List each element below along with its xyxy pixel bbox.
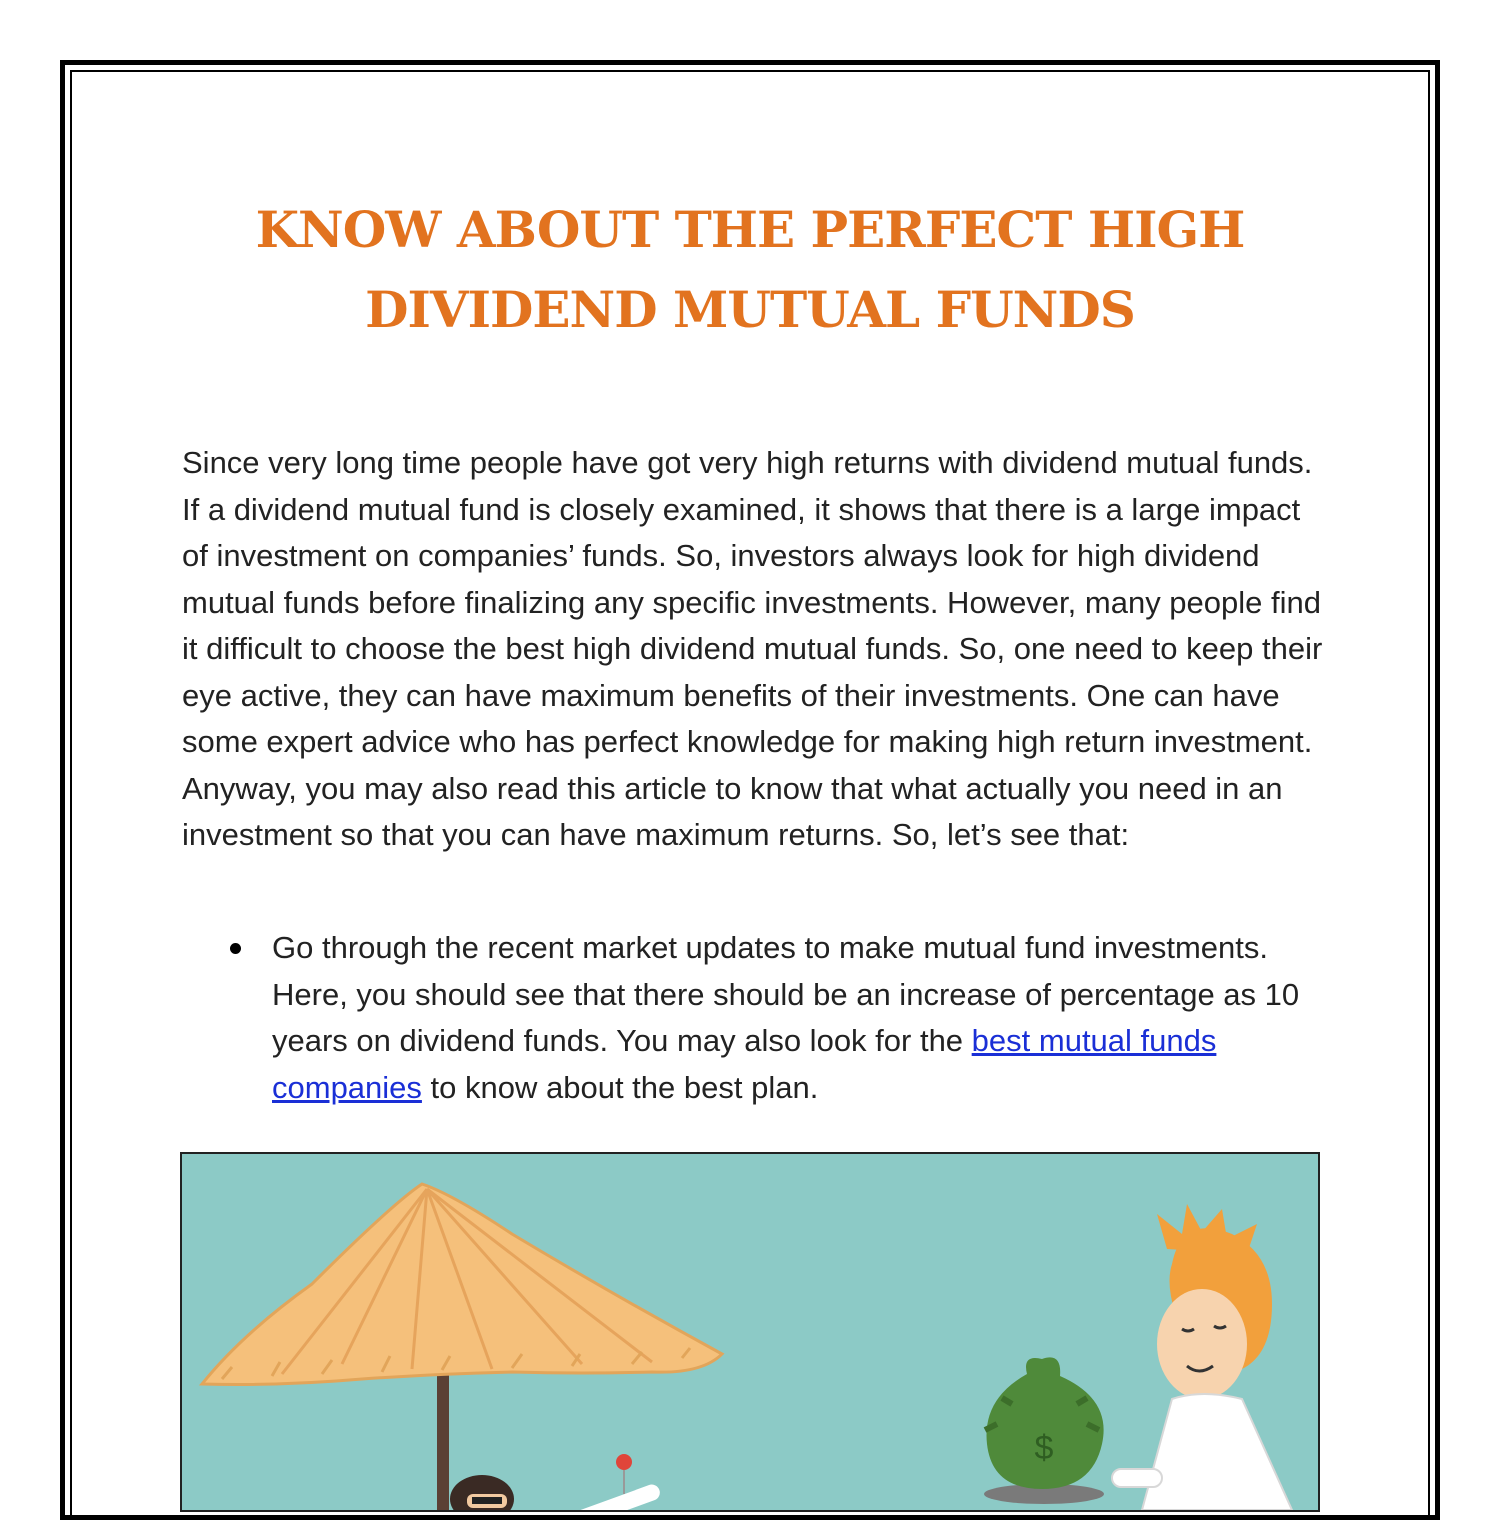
illustration-image xyxy=(180,1152,1320,1512)
bullet-icon xyxy=(230,943,241,954)
intro-paragraph: Since very long time people have got very high returns with dividend mutual funds. If a dividend mutual fund is closely examined, it shows that there is a large impact of investment on companies’ funds. So, investors always look for high dividend mutual funds before finalizing any specific investments. However, many people find it difficult to choose the best high dividend mutual funds. So, one need to keep their eye active, they can have maximum benefits of their investments. One can have some expert advice who has perfect knowledge for making high return investment. Anyway, you may also read this article to know that what actually you need in an investment so that you can have maximum returns. So, let’s see that: xyxy=(182,445,1323,852)
man-relaxing-icon xyxy=(450,1454,662,1510)
document-title: KNOW ABOUT THE PERFECT HIGH DIVIDEND MUTUAL FUNDS xyxy=(255,200,1245,339)
bullet-list xyxy=(182,925,1332,1111)
waiter-icon xyxy=(1112,1204,1292,1510)
svg-text:$: $ xyxy=(1034,1429,1054,1467)
money-bag-icon xyxy=(985,1357,1104,1489)
umbrella-icon xyxy=(202,1184,722,1384)
illustration-svg xyxy=(182,1154,1318,1510)
best-mutual-funds-link[interactable]: best mutual funds companies xyxy=(272,1023,1217,1105)
bullet-text-before: Go through the recent market updates to make mutual fund investments. Here, you should see that there should be an increase of percentage as 10 years on dividend funds. You may also look for the xyxy=(272,930,1300,1058)
bullet-text-after: to know about the best plan. xyxy=(421,1069,819,1105)
list-item xyxy=(182,925,1332,1111)
